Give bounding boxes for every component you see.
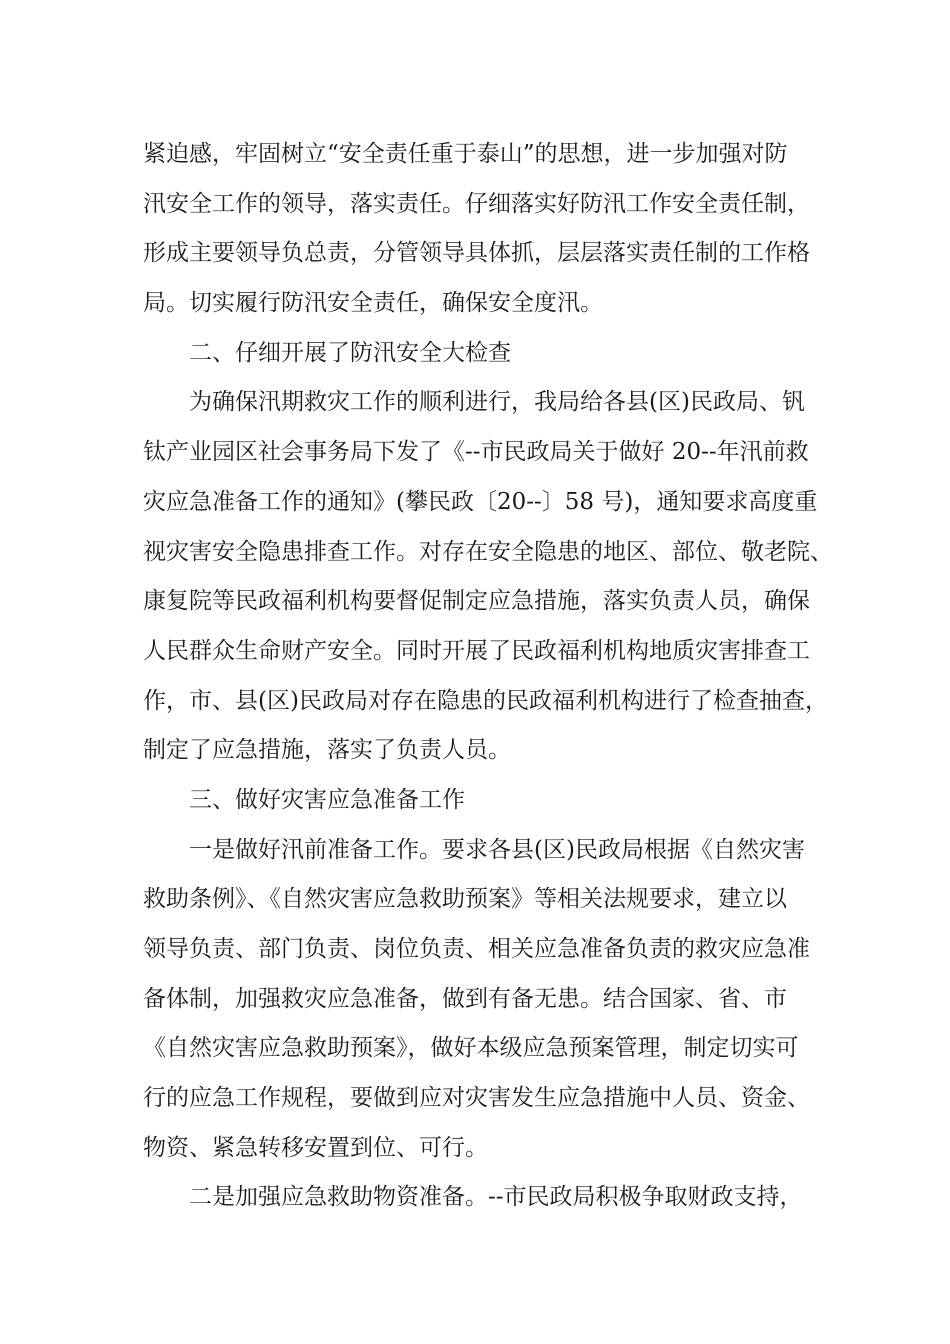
text-line: 局。切实履行防汛安全责任，确保安全度汛。 — [143, 290, 603, 317]
text-line: 救助条例》、《自然灾害应急救助预案》等相关法规要求，建立以 — [143, 886, 787, 913]
text-line: 视灾害安全隐患排查工作。对存在安全隐患的地区、部位、敬老院、 — [143, 538, 833, 565]
text-line: 钛产业园区社会事务局下发了《--市民政局关于做好 20--年汛前救 — [143, 439, 809, 466]
text-line: 作，市、县(区)民政局对存在隐患的民政福利机构进行了检查抽查， — [143, 687, 828, 714]
text-line: 物资、紧急转移安置到位、可行。 — [143, 1134, 488, 1161]
text-line: 紧迫感，牢固树立“安全责任重于泰山”的思想，进一步加强对防 — [143, 141, 788, 167]
text-line: 《自然灾害应急救助预案》，做好本级应急预案管理，制定切实可 — [143, 1035, 799, 1062]
text-line: 二、仔细开展了防汛安全大检查 — [189, 339, 511, 366]
text-line: 汛安全工作的领导，落实责任。仔细落实好防汛工作安全责任制， — [143, 190, 810, 217]
text-line: 备体制，加强救灾应急准备，做到有备无患。结合国家、省、市 — [143, 985, 787, 1012]
text-line: 制定了应急措施，落实了负责人员。 — [143, 737, 511, 764]
text-line: 行的应急工作规程，要做到应对灾害发生应急措施中人员、资金、 — [143, 1085, 810, 1112]
document-body — [143, 130, 833, 1223]
text-line: 三、做好灾害应急准备工作 — [189, 786, 465, 813]
text-line: 人民群众生命财产安全。同时开展了民政福利机构地质灾害排查工 — [143, 637, 810, 664]
text-line: 为确保汛期救灾工作的顺利进行，我局给各县(区)民政局、钒 — [189, 389, 805, 416]
text-line: 康复院等民政福利机构要督促制定应急措施，落实负责人员，确保 — [143, 588, 810, 615]
text-line: 灾应急准备工作的通知》(攀民政〔20--〕58 号)，通知要求高度重 — [143, 488, 818, 515]
text-line: 二是加强应急救助物资准备。--市民政局积极争取财政支持， — [189, 1184, 803, 1211]
text-line: 形成主要领导负总责，分管领导具体抓，层层落实责任制的工作格 — [143, 240, 810, 267]
text-line: 一是做好汛前准备工作。要求各县(区)民政局根据《自然灾害 — [189, 836, 805, 863]
text-line: 领导负责、部门负责、岗位负责、相关应急准备负责的救灾应急准 — [143, 936, 810, 962]
